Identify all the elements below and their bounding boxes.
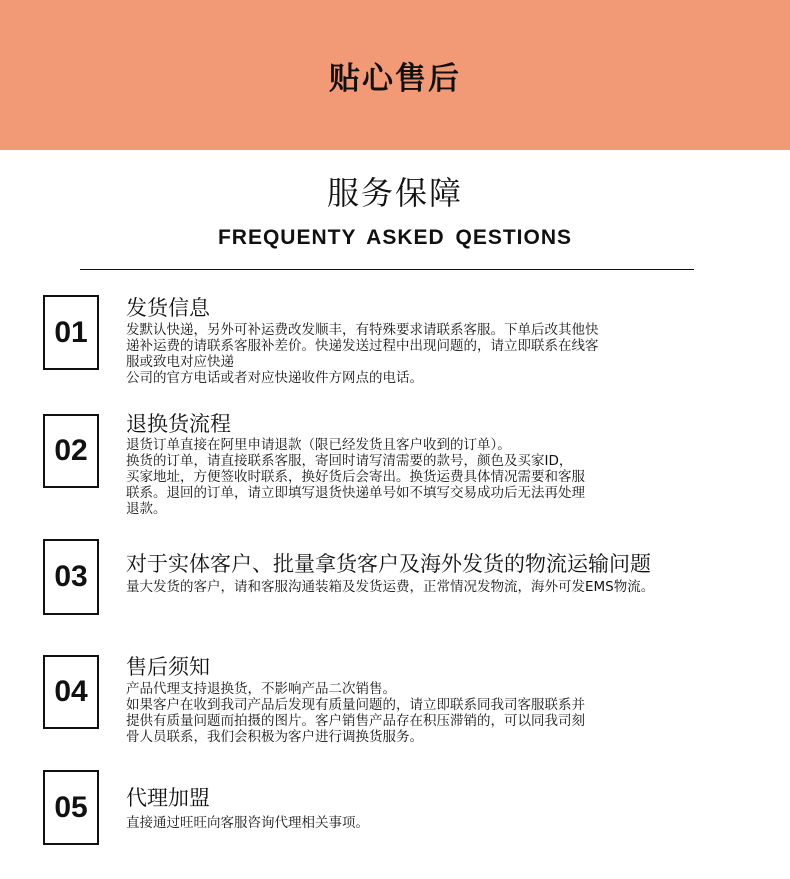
faq-heading: 退换货流程 — [126, 412, 231, 436]
faq-body — [126, 322, 736, 386]
faq-body — [126, 579, 766, 595]
faq-body-line: 买家地址，方便签收时联系，换好货后会寄出。换货运费具体情况需要和客服 — [126, 469, 585, 485]
section-subtitle: FREQUENTY ASKED QESTIONS — [217, 226, 573, 249]
divider-line — [80, 269, 694, 270]
faq-number-box: 01 — [43, 295, 99, 370]
faq-heading: 发货信息 — [126, 296, 210, 320]
faq-body — [126, 437, 736, 517]
faq-body-line: 联系。退回的订单，请立即填写退货快递单号如不填写交易成功后无法再处理 — [126, 485, 585, 501]
section-title: 服务保障 — [326, 174, 463, 212]
faq-number-box: 04 — [43, 655, 99, 729]
faq-body-line: 服或致电对应快递 — [126, 354, 234, 370]
faq-body-line: 退货订单直接在阿里申请退款（限已经发货且客户收到的订单）。 — [126, 437, 511, 453]
faq-body-line: 提供有质量问题而拍摄的图片。客户销售产品存在积压滞销的，可以同我司刻 — [126, 713, 585, 729]
faq-body — [126, 681, 736, 745]
faq-body-line: 如果客户在收到我司产品后发现有质量问题的，请立即联系同我司客服联系并 — [126, 697, 585, 713]
faq-body-line: 骨人员联系，我们会积极为客户进行调换货服务。 — [126, 729, 423, 745]
faq-heading: 代理加盟 — [126, 786, 210, 810]
faq-body-line: 递补运费的请联系客服补差价。快递发送过程中出现问题的，请立即联系在线客 — [126, 338, 599, 354]
banner-title: 贴心售后 — [329, 60, 461, 97]
faq-number-box: 05 — [43, 770, 99, 845]
faq-body — [126, 815, 736, 831]
faq-body-line: 退款。 — [126, 501, 167, 517]
faq-body-line: 公司的官方电话或者对应快递收件方网点的电话。 — [126, 370, 423, 386]
faq-number-box: 03 — [43, 539, 99, 615]
faq-body-line: 产品代理支持退换货，不影响产品二次销售。 — [126, 681, 396, 697]
faq-heading: 售后须知 — [126, 655, 210, 679]
faq-body-line: 发默认快递，另外可补运费改发顺丰，有特殊要求请联系客服。下单后改其他快 — [126, 322, 599, 338]
faq-body-line: 量大发货的客户，请和客服沟通装箱及发货运费，正常情况发物流，海外可发EMS物流。 — [126, 579, 655, 595]
faq-heading: 对于实体客户、批量拿货客户及海外发货的物流运输问题 — [126, 552, 651, 576]
faq-body-line: 直接通过旺旺向客服咨询代理相关事项。 — [126, 815, 369, 831]
faq-number-box: 02 — [43, 414, 99, 488]
faq-body-line: 换货的订单，请直接联系客服，寄回时请写清需要的款号，颜色及买家ID， — [126, 453, 573, 469]
header-banner — [0, 0, 790, 150]
